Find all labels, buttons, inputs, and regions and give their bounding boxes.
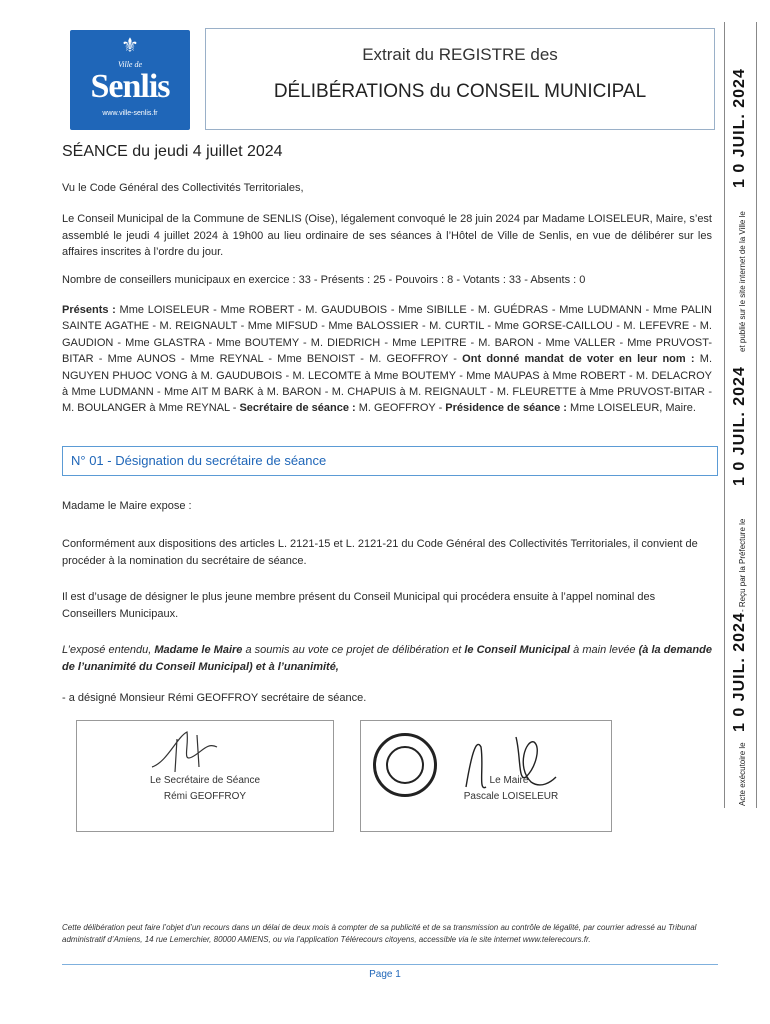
side-text-executoire: Acte exécutoire le (738, 742, 747, 806)
secretaire-value: M. GEOFFROY - (355, 402, 446, 415)
presents-list: Mme LOISELEUR - Mme ROBERT - M. GAUDUBOIS - Mme SIBILLE - M. GUÉDRAS - Mme LUDMANN - Mme PALIN SAINTE AGATHE - M. REIGNAULT - Mme MIFSUD - Mme BALOSSIER - M. CURTIL - Mme GORSE-CAILLOU - M. LEFEVRE - M. GAUDION - Mme GLASTRA - Mme BOUTEMY - M. DIEDRICH - Mme LEPITRE - M. BARON - Mme VALLER - Mme PRUVOST-BITAR - Mme AUNOS - Mme REYNAL - Mme BENOIST - M. GEOFFROY - (62, 304, 712, 366)
vote-unanimite: (à la demande de l’unanimité du Conseil Municipal) et à l’unanimité, (62, 644, 712, 673)
recours-notice: Cette délibération peut faire l’objet d’un recours dans un délai de deux mois à compter de sa publicité et de sa transmission au contrôle de légalité, par courrier adressé au Tribunal administratif d’Amiens, 14 rue Lemerchier, 80000 AMIENS, ou via l’application Télérecours citoyens, accessible via le site internet www.telerecours.fr. (62, 923, 697, 944)
footer-divider (62, 964, 718, 965)
mandat-list: M. NGUYEN PHUOC VONG à M. GAUDUBOIS - M. LECOMTE à Mme BOUTEMY - Mme MAUPAS à Mme ROBERT - M. DELACROY à Mme LUDMANN - Mme AIT M BARK à M. BARON - M. CHAPUIS à M. REIGNAULT - M. FLEURETTE à Mme PRUVOST-BITAR - M. BOULANGER à Mme REYNAL - (62, 353, 712, 415)
expose-label: Madame le Maire expose : (62, 500, 192, 512)
presidence-value: Mme LOISELEUR, Maire. (566, 402, 696, 415)
vote-paragraph (62, 642, 712, 675)
logo-url: www.ville-senlis.fr (102, 110, 158, 117)
register-header (205, 28, 715, 130)
date-stamp-publication: 1 0 JUIL. 2024 (731, 68, 748, 188)
side-text-prefecture: - Reçu par la Préfecture le (738, 518, 747, 612)
presents-paragraph (62, 302, 712, 417)
fleur-de-lis-icon: ⚜ (121, 35, 139, 57)
vote-conseil: le Conseil Municipal (464, 644, 571, 656)
secretary-role: Le Secrétaire de Séance (149, 775, 261, 786)
senlis-logo (70, 30, 190, 130)
secretaire-label: Secrétaire de séance : (239, 402, 356, 415)
side-stamp-border (724, 22, 725, 808)
expose-paragraph-2: Il est d’usage de désigner le plus jeune membre présent du Conseil Municipal qui procédera ensuite à l’appel nominal des Conseillers Municipaux. (62, 591, 656, 620)
vote-intro: L’exposé entendu, (62, 644, 155, 656)
date-stamp-prefecture: 1 0 JUIL. 2024 (731, 366, 748, 486)
vu-code: Vu le Code Général des Collectivités Territoriales, (62, 182, 304, 194)
side-stamp-border-outer (756, 22, 757, 808)
nombre-conseillers: Nombre de conseillers municipaux en exercice : 33 - Présents : 25 - Pouvoirs : 8 - Votants : 33 - Absents : 0 (62, 274, 586, 286)
decision-text: - a désigné Monsieur Rémi GEOFFROY secrétaire de séance. (62, 692, 367, 704)
presidence-label: Présidence de séance : (445, 402, 567, 415)
vote-main-levee: à main levée (570, 644, 639, 656)
vote-mid: a soumis au vote ce projet de délibération et (242, 644, 465, 656)
date-stamp-executoire: 1 0 JUIL. 2024 (731, 612, 748, 732)
mayor-role: Le Maire (489, 775, 529, 786)
logo-ville: Ville de (117, 60, 143, 69)
convocation-text: Le Conseil Municipal de la Commune de SENLIS (Oise), légalement convoqué le 28 juin 2024 par Madame LOISELEUR, Maire, s’est assemblé le jeudi 4 juillet 2024 à 19h00 au lieu ordinaire de ses séances à l’Hôtel de Ville de Senlis, en vue de délibérer sur les affaires inscrites à l’ordre du jour. (62, 213, 712, 258)
page-number: Page 1 (369, 969, 401, 980)
side-text-publication: et publié sur le site internet de la Ville le (738, 211, 747, 352)
mandat-label: Ont donné mandat de voter en leur nom : (462, 353, 695, 366)
logo-name: Senlis (90, 68, 170, 105)
seance-title: SÉANCE du jeudi 4 juillet 2024 (62, 143, 283, 160)
mayor-signature-box (360, 720, 612, 832)
mayor-name: Pascale LOISELEUR (463, 791, 559, 802)
deliberation-section-title (62, 446, 718, 476)
header-line1: Extrait du REGISTRE des (362, 45, 558, 64)
secretary-signature-icon (147, 727, 227, 777)
secretary-signature-box (76, 720, 334, 832)
mairie-seal-icon (373, 733, 437, 797)
secretary-name: Rémi GEOFFROY (163, 791, 247, 802)
section-title-text: N° 01 - Désignation du secrétaire de séance (71, 453, 327, 468)
vote-maire: Madame le Maire (154, 644, 243, 656)
expose-paragraph-1: Conformément aux dispositions des articles L. 2121-15 et L. 2121-21 du Code Général des Collectivités Territoriales, il convient de procéder à la nomination du secrétaire de séance. (62, 538, 698, 567)
header-line2: DÉLIBÉRATIONS du CONSEIL MUNICIPAL (273, 81, 647, 102)
presents-label: Présents : (62, 304, 116, 316)
